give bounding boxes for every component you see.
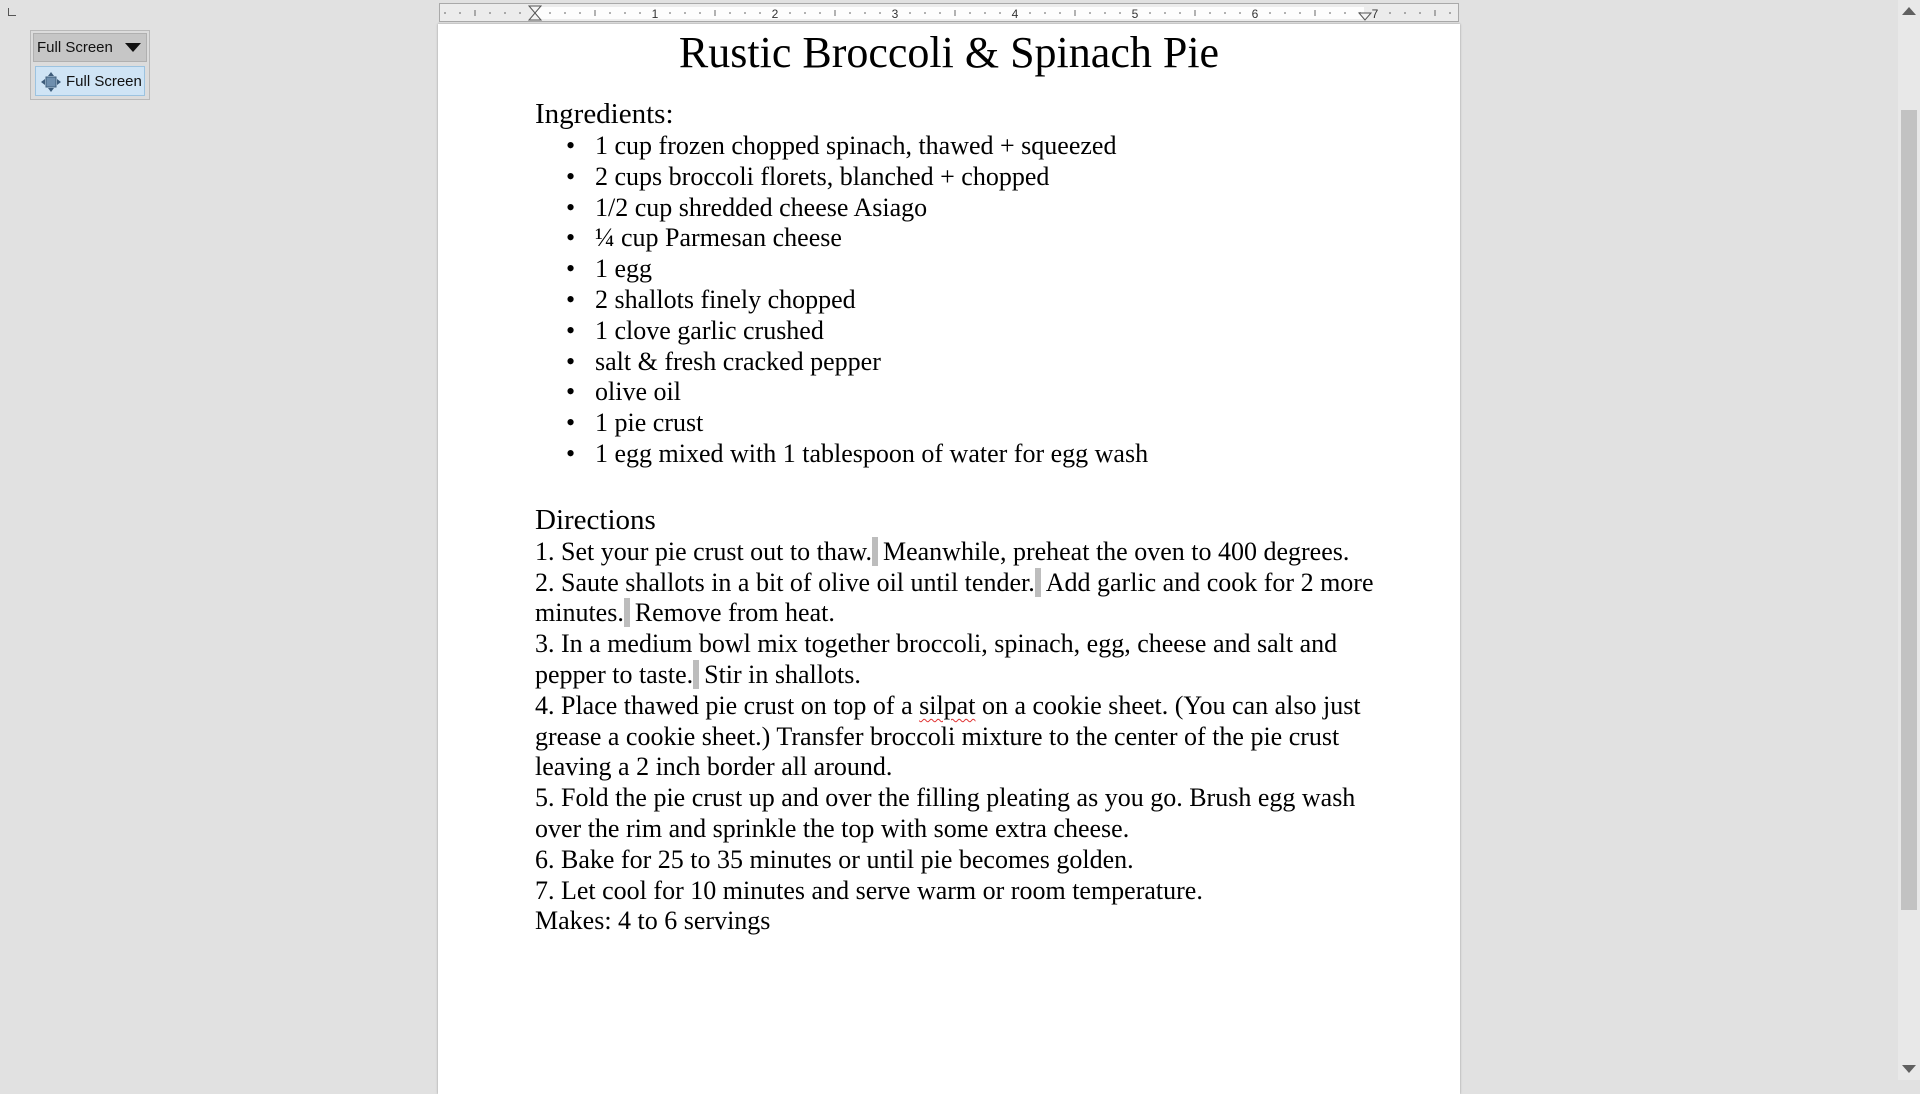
- scroll-down-arrow-icon[interactable]: [1902, 1065, 1916, 1073]
- ingredient-item: [535, 131, 1375, 162]
- chevron-down-icon[interactable]: [125, 43, 141, 52]
- ingredient-item: [535, 285, 1375, 316]
- step-1-text-b: Meanwhile, preheat the oven to 400 degrees.: [882, 536, 1350, 566]
- scroll-up-arrow-icon[interactable]: [1902, 7, 1916, 15]
- step-3-text-b: Stir in shallots.: [704, 659, 861, 689]
- ruler-number: 3: [891, 7, 899, 21]
- ruler-number: 1: [651, 7, 659, 21]
- ruler-number: 5: [1131, 7, 1139, 21]
- fullscreen-button-label: Full Screen: [66, 73, 142, 90]
- direction-step-1: [535, 537, 1375, 568]
- ingredient-text: 1/2 cup shredded cheese Asiago: [595, 192, 928, 222]
- ruler-number: 6: [1251, 7, 1259, 21]
- scrollbar-thumb[interactable]: [1901, 110, 1917, 910]
- step-3-text-a: 3. In a medium bowl mix together broccoli, spinach, egg, cheese and salt and pepper to taste.: [535, 629, 1338, 689]
- direction-step-3: [535, 629, 1375, 691]
- bullet-icon: •: [566, 254, 576, 284]
- tab-mark: [872, 537, 878, 566]
- ingredient-item: [535, 377, 1375, 408]
- ruler-number: 4: [1011, 7, 1019, 21]
- direction-step-2: [535, 568, 1375, 630]
- fullscreen-toolbar-title[interactable]: [33, 33, 147, 62]
- bullet-icon: •: [566, 192, 576, 222]
- tab-mark: [693, 660, 699, 689]
- step-4-text-a: 4. Place thawed pie crust on top of a: [535, 690, 920, 720]
- fullscreen-icon: [41, 72, 61, 92]
- step-2-text-c: Remove from heat.: [634, 598, 835, 628]
- ruler-number: 2: [771, 7, 779, 21]
- step-4-text-b: on a cookie sheet. (You can also just grease a cookie sheet.) Transfer broccoli mixture to the center of the pie crust leaving a 2 inch border all around.: [535, 690, 1361, 782]
- horizontal-ruler[interactable]: [439, 3, 1459, 22]
- direction-step-5: 5. Fold the pie crust up and over the filling pleating as you go. Brush egg wash over the rim and sprinkle the top with some extra cheese.: [535, 783, 1356, 843]
- ingredient-text: 1 egg mixed with 1 tablespoon of water for egg wash: [595, 438, 1149, 468]
- fullscreen-toolbar: [30, 30, 150, 100]
- tab-mark: [1035, 568, 1041, 597]
- misspelled-word[interactable]: silpat: [919, 690, 976, 720]
- right-indent-marker[interactable]: [1359, 13, 1371, 20]
- servings-line: Makes: 4 to 6 servings: [535, 906, 771, 936]
- ingredient-item: [535, 193, 1375, 224]
- bullet-icon: •: [566, 377, 576, 407]
- tab-mark: [624, 598, 630, 627]
- ingredient-item: [535, 223, 1375, 254]
- ingredient-text: ¼ cup Parmesan cheese: [595, 223, 842, 253]
- hanging-indent-marker[interactable]: [529, 13, 541, 20]
- ingredient-item: [535, 347, 1375, 378]
- ingredients-heading: Ingredients:: [535, 98, 674, 130]
- document-body[interactable]: [535, 98, 1375, 937]
- bullet-icon: •: [566, 284, 576, 314]
- close-fullscreen-button[interactable]: [35, 66, 145, 96]
- directions-heading: Directions: [535, 503, 656, 536]
- ingredient-text: 2 shallots finely chopped: [595, 284, 856, 314]
- ingredient-text: 1 cup frozen chopped spinach, thawed + squeezed: [595, 131, 1117, 160]
- bullet-icon: •: [566, 346, 576, 376]
- ingredient-item: [535, 439, 1375, 470]
- bullet-icon: •: [566, 161, 576, 191]
- document-page[interactable]: [438, 24, 1460, 1094]
- ingredient-text: 1 pie crust: [595, 408, 704, 438]
- ingredients-list: [535, 131, 1375, 470]
- document-title: Rustic Broccoli & Spinach Pie: [678, 28, 1220, 77]
- blank-line: [535, 470, 1375, 504]
- step-2-text-b: Add garlic and cook for 2 more minutes.: [535, 567, 1374, 628]
- step-1-text-a: 1. Set your pie crust out to thaw.: [535, 536, 872, 566]
- first-line-indent-marker[interactable]: [529, 6, 541, 13]
- bullet-icon: •: [566, 315, 576, 345]
- direction-step-4: [535, 691, 1375, 783]
- bullet-icon: •: [566, 223, 576, 253]
- direction-step-6: 6. Bake for 25 to 35 minutes or until pie becomes golden.: [535, 844, 1134, 874]
- ingredient-item: [535, 316, 1375, 347]
- step-2-text-a: 2. Saute shallots in a bit of olive oil until tender.: [535, 567, 1035, 597]
- ingredient-text: salt & fresh cracked pepper: [595, 346, 881, 376]
- ingredient-item: [535, 162, 1375, 193]
- direction-step-7: 7. Let cool for 10 minutes and serve warm or room temperature.: [535, 875, 1203, 905]
- fullscreen-toolbar-title-text: Full Screen: [37, 39, 113, 56]
- bullet-icon: •: [566, 408, 576, 438]
- corner-mark: [8, 8, 16, 16]
- ingredient-text: olive oil: [595, 377, 681, 407]
- ingredient-text: 1 clove garlic crushed: [595, 315, 824, 345]
- ingredient-text: 2 cups broccoli florets, blanched + chopped: [595, 161, 1050, 191]
- vertical-scrollbar[interactable]: [1898, 0, 1920, 1080]
- ingredient-item: [535, 408, 1375, 439]
- bullet-icon: •: [566, 438, 576, 468]
- ingredient-text: 1 egg: [595, 254, 653, 284]
- ruler-graphics: [440, 4, 1460, 23]
- ruler-number: 7: [1371, 7, 1379, 21]
- ingredient-item: [535, 254, 1375, 285]
- bullet-icon: •: [566, 131, 576, 160]
